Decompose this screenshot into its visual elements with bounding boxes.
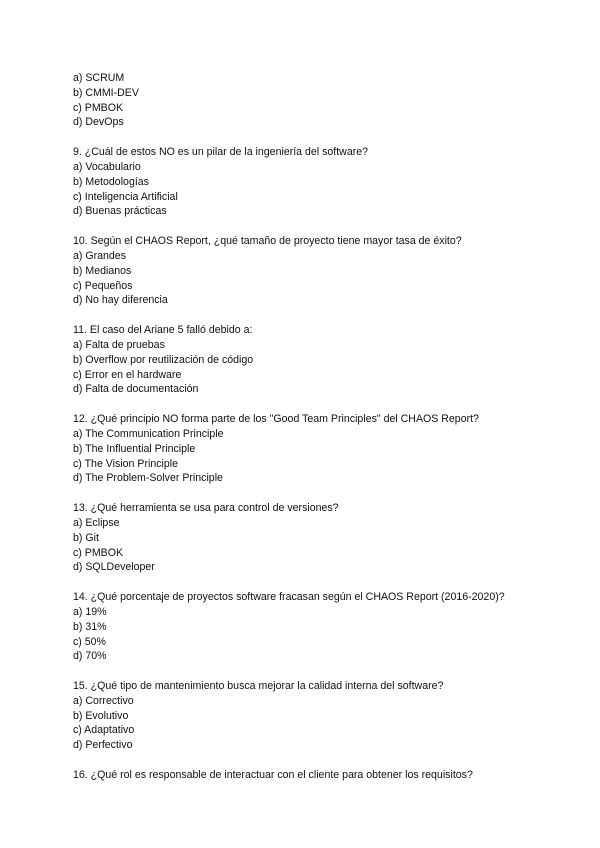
question-block-10	[73, 234, 543, 308]
question-block-13	[73, 501, 543, 575]
option-d: d) The Problem-Solver Principle	[73, 472, 223, 485]
question-text: 14. ¿Qué porcentaje de proyectos software fracasan según el CHAOS Report (2016-2020)?	[73, 591, 505, 604]
question-block-12	[73, 412, 543, 486]
option-b: b) Evolutivo	[73, 709, 129, 722]
option-b: b) The Influential Principle	[73, 442, 196, 455]
option-a: a) Vocabulario	[73, 160, 141, 173]
option-c: c) Error en el hardware	[73, 368, 182, 381]
option-b: b) Metodologías	[73, 175, 149, 188]
option-d: d) 70%	[73, 650, 107, 663]
option-c: c) Inteligencia Artificial	[73, 190, 178, 203]
option-a: a) 19%	[73, 605, 107, 618]
option-b: b) Git	[73, 531, 99, 544]
question-block-9	[73, 145, 543, 219]
option-a: a) The Communication Principle	[73, 427, 224, 440]
option-a: a) Eclipse	[73, 516, 120, 529]
question-text: 16. ¿Qué rol es responsable de interactuar con el cliente para obtener los requisitos?	[73, 769, 473, 782]
question-block-15	[73, 679, 543, 753]
option-c: c) PMBOK	[73, 101, 124, 114]
option-c: c) PMBOK	[73, 546, 124, 559]
question-text: 15. ¿Qué tipo de mantenimiento busca mejorar la calidad interna del software?	[73, 680, 444, 693]
option-b: b) Overflow por reutilización de código	[73, 353, 254, 366]
option-d: d) DevOps	[73, 116, 124, 129]
option-d: d) Perfectivo	[73, 739, 133, 752]
question-block-14	[73, 590, 543, 664]
option-b: b) 31%	[73, 620, 107, 633]
option-c: c) Pequeños	[73, 279, 133, 292]
option-d: d) Buenas prácticas	[73, 205, 167, 218]
question-text: 10. Según el CHAOS Report, ¿qué tamaño de proyecto tiene mayor tasa de éxito?	[73, 235, 462, 248]
option-b: b) CMMI-DEV	[73, 86, 139, 99]
question-text: 9. ¿Cuál de estos NO es un pilar de la ingeniería del software?	[73, 146, 369, 159]
question-text: 13. ¿Qué herramienta se usa para control de versiones?	[73, 502, 339, 515]
option-d: d) SQLDeveloper	[73, 561, 155, 574]
question-block-11	[73, 323, 543, 397]
option-c: c) The Vision Principle	[73, 457, 179, 470]
option-a: a) Correctivo	[73, 694, 134, 707]
option-b: b) Medianos	[73, 264, 132, 277]
option-a: a) Falta de pruebas	[73, 338, 165, 351]
question-text: 11. El caso del Ariane 5 falló debido a:	[73, 324, 253, 337]
option-d: d) No hay diferencia	[73, 294, 168, 307]
option-d: d) Falta de documentación	[73, 383, 199, 396]
question-list	[73, 71, 543, 798]
question-text: 12. ¿Qué principio NO forma parte de los "Good Team Principles" del CHAOS Report?	[73, 413, 479, 426]
option-c: c) 50%	[73, 635, 106, 648]
question-block-16	[73, 768, 543, 783]
question-block-8	[73, 71, 543, 130]
option-a: a) Grandes	[73, 249, 126, 262]
option-a: a) SCRUM	[73, 72, 125, 84]
option-c: c) Adaptativo	[73, 724, 135, 737]
